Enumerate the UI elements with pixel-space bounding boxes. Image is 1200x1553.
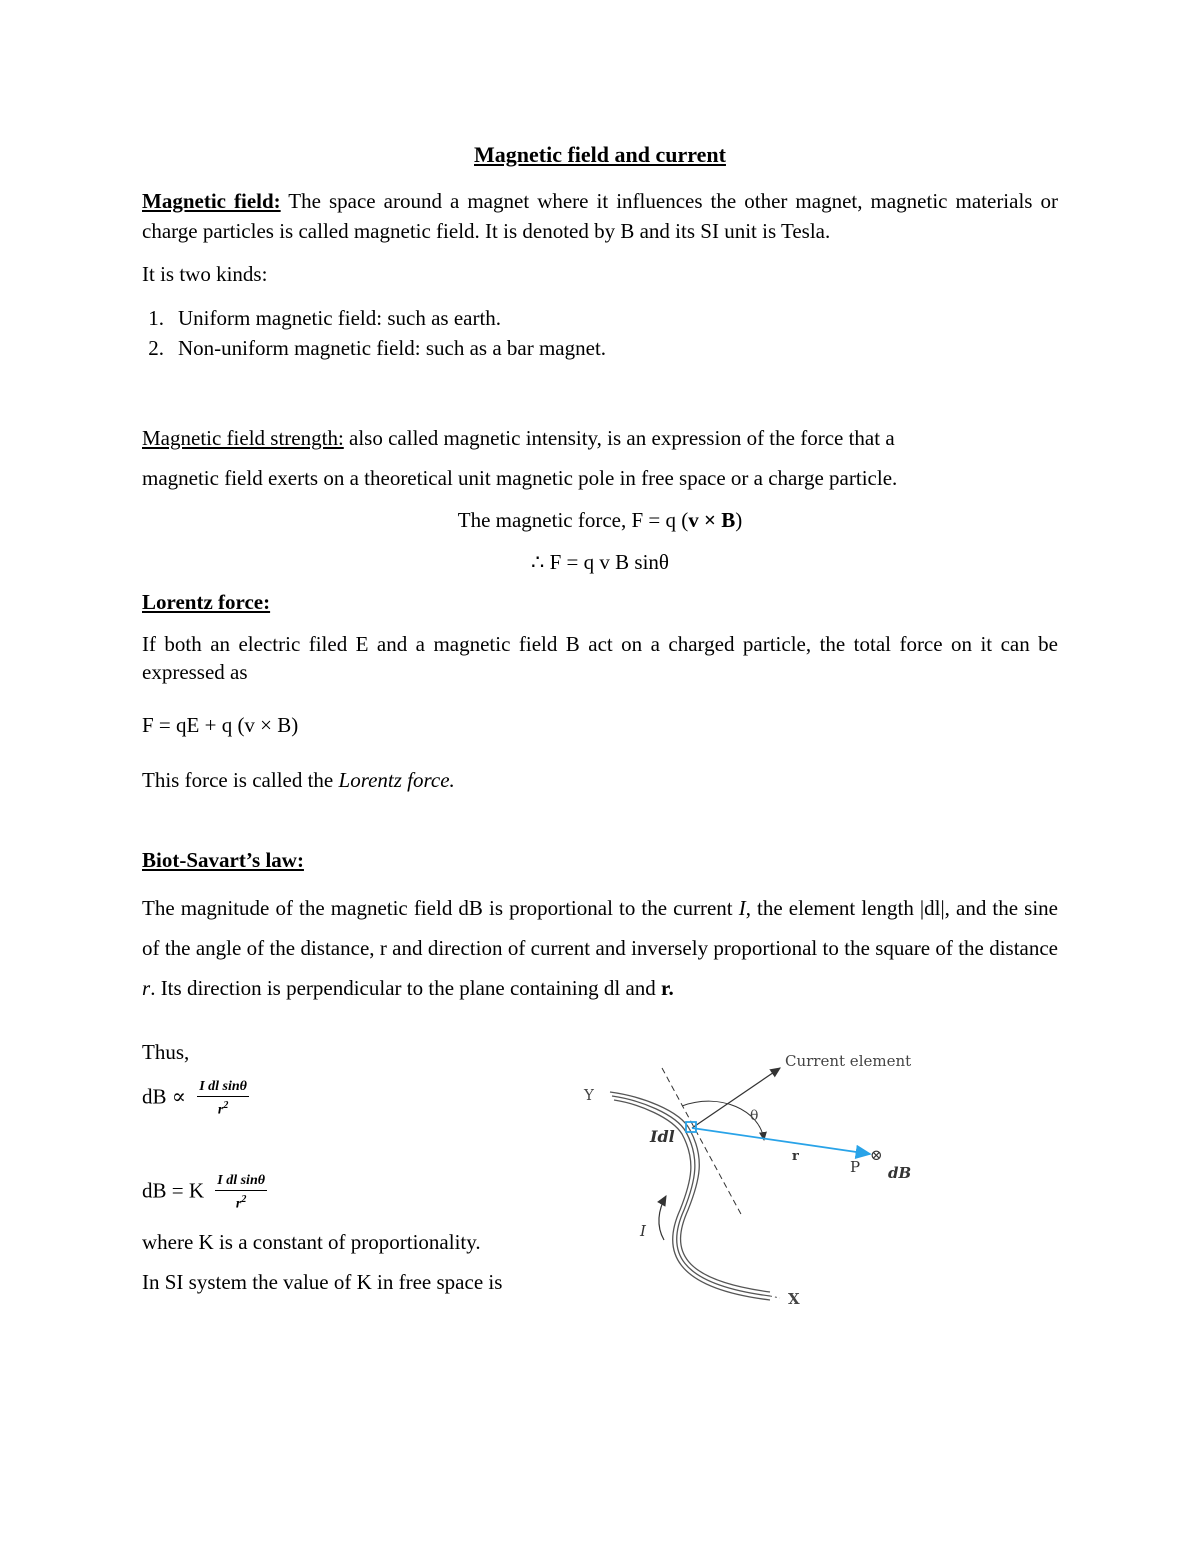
current-element-label: Current element	[785, 1052, 912, 1070]
x-label: X	[788, 1290, 800, 1308]
p-label: P	[850, 1158, 861, 1176]
current-direction-arrow	[659, 1196, 666, 1240]
biot-current-symbol: I	[738, 896, 746, 920]
biot-r-bold: r.	[661, 976, 674, 1000]
biot-paragraph	[142, 888, 1058, 1008]
force-eq-prefix: The magnetic force, F = q (	[457, 508, 689, 532]
biot-savart-diagram	[570, 1040, 990, 1320]
force-equation-2: ∴ F = q v B sinθ	[531, 550, 669, 574]
biot-text-2: , the element length |dl|, and the sine of the angle of the distance, r and direction of current and inversely proportional to the square of the distance	[142, 896, 1058, 960]
force-eq-vxb: v × B	[688, 508, 736, 532]
where-k-text: where K is a constant of proportionality.	[142, 1230, 481, 1254]
equal-lhs: dB = K	[142, 1178, 205, 1203]
lorentz-called-italic: Lorentz force.	[338, 768, 455, 792]
wire-dotted-end	[770, 1296, 780, 1298]
r-label: r	[792, 1149, 799, 1164]
equal-equation	[142, 1172, 267, 1214]
list-number: 1.	[148, 306, 164, 330]
wire-curve	[610, 1092, 770, 1300]
lorentz-equation: F = qE + q (v × B)	[142, 713, 299, 737]
prop-numerator: I dl sinθ	[197, 1078, 249, 1097]
force-equation	[0, 508, 1200, 533]
biot-heading: Biot-Savart’s law:	[142, 848, 304, 872]
db-label: dB	[888, 1164, 912, 1182]
biot-distance-symbol: r	[142, 976, 151, 1000]
lorentz-heading: Lorentz force:	[142, 590, 271, 614]
out-of-page-icon: ⊗	[870, 1146, 883, 1164]
lorentz-called	[142, 768, 455, 793]
y-label: Y	[584, 1086, 594, 1104]
strength-text-1: also called magnetic intensity, is an expression of the force that a	[343, 426, 895, 450]
current-element-arrow	[692, 1068, 780, 1128]
prop-fraction	[197, 1078, 249, 1120]
list-number: 2.	[148, 336, 164, 360]
strength-label: Magnetic field strength:	[142, 426, 344, 450]
si-k-text: In SI system the value of K in free space is	[142, 1270, 503, 1294]
equal-numerator: I dl sinθ	[215, 1172, 267, 1191]
page-title: Magnetic field and current	[474, 142, 726, 167]
kinds-intro: It is two kinds:	[142, 262, 268, 286]
kinds-list-item	[130, 306, 501, 331]
equal-denominator: $r^2$	[235, 1194, 247, 1212]
equal-fraction	[215, 1172, 267, 1214]
lorentz-called-prefix: This force is called the	[142, 768, 339, 792]
thus-label: Thus,	[142, 1040, 190, 1064]
magnetic-field-text: The space around a magnet where it influences the other magnet, magnetic materials or charge particles is called magnetic field. It is denoted by B and its SI unit is Tesla.	[142, 189, 1058, 243]
i-label: I	[640, 1222, 646, 1240]
prop-denominator: $r^2$	[217, 1100, 229, 1118]
strength-line-1	[142, 426, 895, 451]
biot-text-1: The magnitude of the magnetic field dB is proportional to the current	[142, 896, 739, 920]
force-eq-suffix: )	[735, 508, 743, 532]
idl-label: Idl	[650, 1127, 675, 1146]
r-vector	[692, 1128, 870, 1154]
theta-label: θ	[750, 1108, 759, 1124]
biot-text-3: . Its direction is perpendicular to the plane containing dl and	[150, 976, 662, 1000]
prop-lhs: dB ∝	[142, 1084, 186, 1109]
list-item-text: Non-uniform magnetic field: such as a bar magnet.	[178, 336, 607, 360]
strength-line-2: magnetic field exerts on a theoretical unit magnetic pole in free space or a charge particle.	[142, 466, 898, 490]
lorentz-text: If both an electric filed E and a magnetic field B act on a charged particle, the total force on it can be expressed as	[142, 632, 1058, 684]
proportional-equation	[142, 1078, 249, 1120]
magnetic-field-label: Magnetic field:	[142, 189, 281, 213]
magnetic-field-paragraph	[142, 186, 1058, 246]
list-item-text: Uniform magnetic field: such as earth.	[178, 306, 502, 330]
kinds-list-item	[130, 336, 606, 361]
